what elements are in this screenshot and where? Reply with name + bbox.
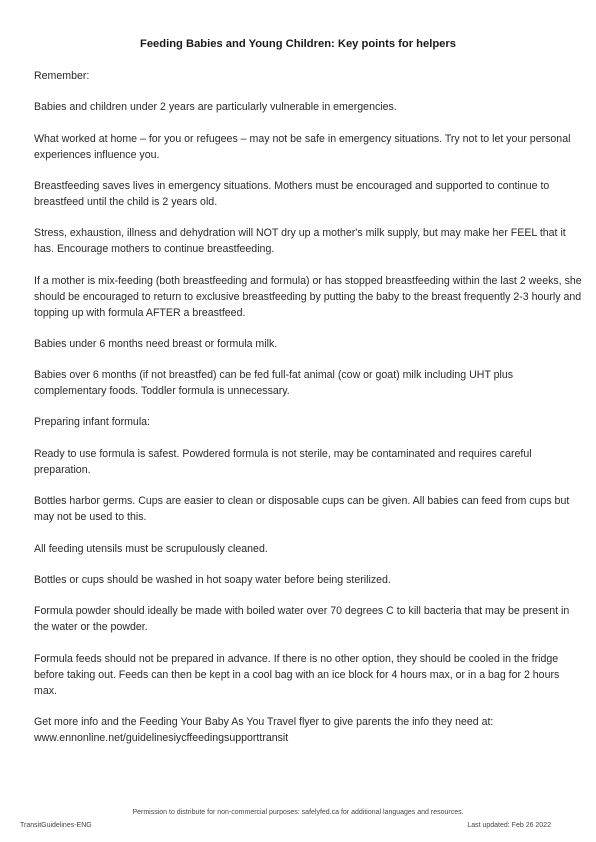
paragraph-ready-to-use: Ready to use formula is safest. Powdered formula is not sterile, may be contaminated and requires careful preparation. xyxy=(34,448,532,476)
paragraph-more-info: Get more info and the Feeding Your Baby As You Travel flyer to give parents the info they need at: www.ennonline.net/guidelinesiycffeedingsupporttransit xyxy=(34,716,494,744)
footer-permission: Permission to distribute for non-commercial purposes: safelyfed.ca for additional languages and resources. xyxy=(132,809,464,816)
paragraph-stress: Stress, exhaustion, illness and dehydration will NOT dry up a mother's milk supply, but may make her FEEL that it has. Encourage mothers to continue breastfeeding. xyxy=(34,227,566,255)
paragraph-remember: Remember: xyxy=(34,70,90,82)
footer-last-updated: Last updated: Feb 26 2022 xyxy=(467,822,551,829)
document-title: Feeding Babies and Young Children: Key points for helpers xyxy=(140,38,456,50)
paragraph-boiled-water: Formula powder should ideally be made with boiled water over 70 degrees C to kill bacteria that may be present in the water or the powder. xyxy=(34,605,570,633)
paragraph-bottles-germs: Bottles harbor germs. Cups are easier to clean or disposable cups can be given. All babies can feed from cups but may not be used to this. xyxy=(34,495,570,523)
paragraph-utensils: All feeding utensils must be scrupulously cleaned. xyxy=(34,543,268,555)
footer-doc-id: TransitGuidelines-ENG xyxy=(20,822,92,829)
paragraph-mix-feeding: If a mother is mix-feeding (both breastfeeding and formula) or has stopped breastfeeding within the last 2 weeks, she should be encouraged to return to exclusive breastfeeding by putting the baby to the breast frequently 2-3 hourly and topping up with formula AFTER a breastfeed. xyxy=(34,275,582,319)
paragraph-under-6-months: Babies under 6 months need breast or formula milk. xyxy=(34,338,278,350)
paragraph-breastfeeding-saves: Breastfeeding saves lives in emergency situations. Mothers must be encouraged and supported to continue to breastfeed until the child is 2 years old. xyxy=(34,180,550,208)
paragraph-washing: Bottles or cups should be washed in hot soapy water before being sterilized. xyxy=(34,574,391,586)
paragraph-advance-prep: Formula feeds should not be prepared in advance. If there is no other option, they should be cooled in the fridge before taking out. Feeds can then be kept in a cool bag with an ice block for 4 hours max, or in a bag for 2 hours max. xyxy=(34,653,560,697)
paragraph-over-6-months: Babies over 6 months (if not breastfed) can be fed full-fat animal (cow or goat) milk including UHT plus complementary foods. Toddler formula is unnecessary. xyxy=(34,369,514,397)
paragraph-preparing-heading: Preparing infant formula: xyxy=(34,416,151,428)
paragraph-what-worked: What worked at home – for you or refugees – may not be safe in emergency situations. Try not to let your personal experiences influence you. xyxy=(34,133,571,161)
paragraph-vulnerable: Babies and children under 2 years are particularly vulnerable in emergencies. xyxy=(34,101,397,113)
